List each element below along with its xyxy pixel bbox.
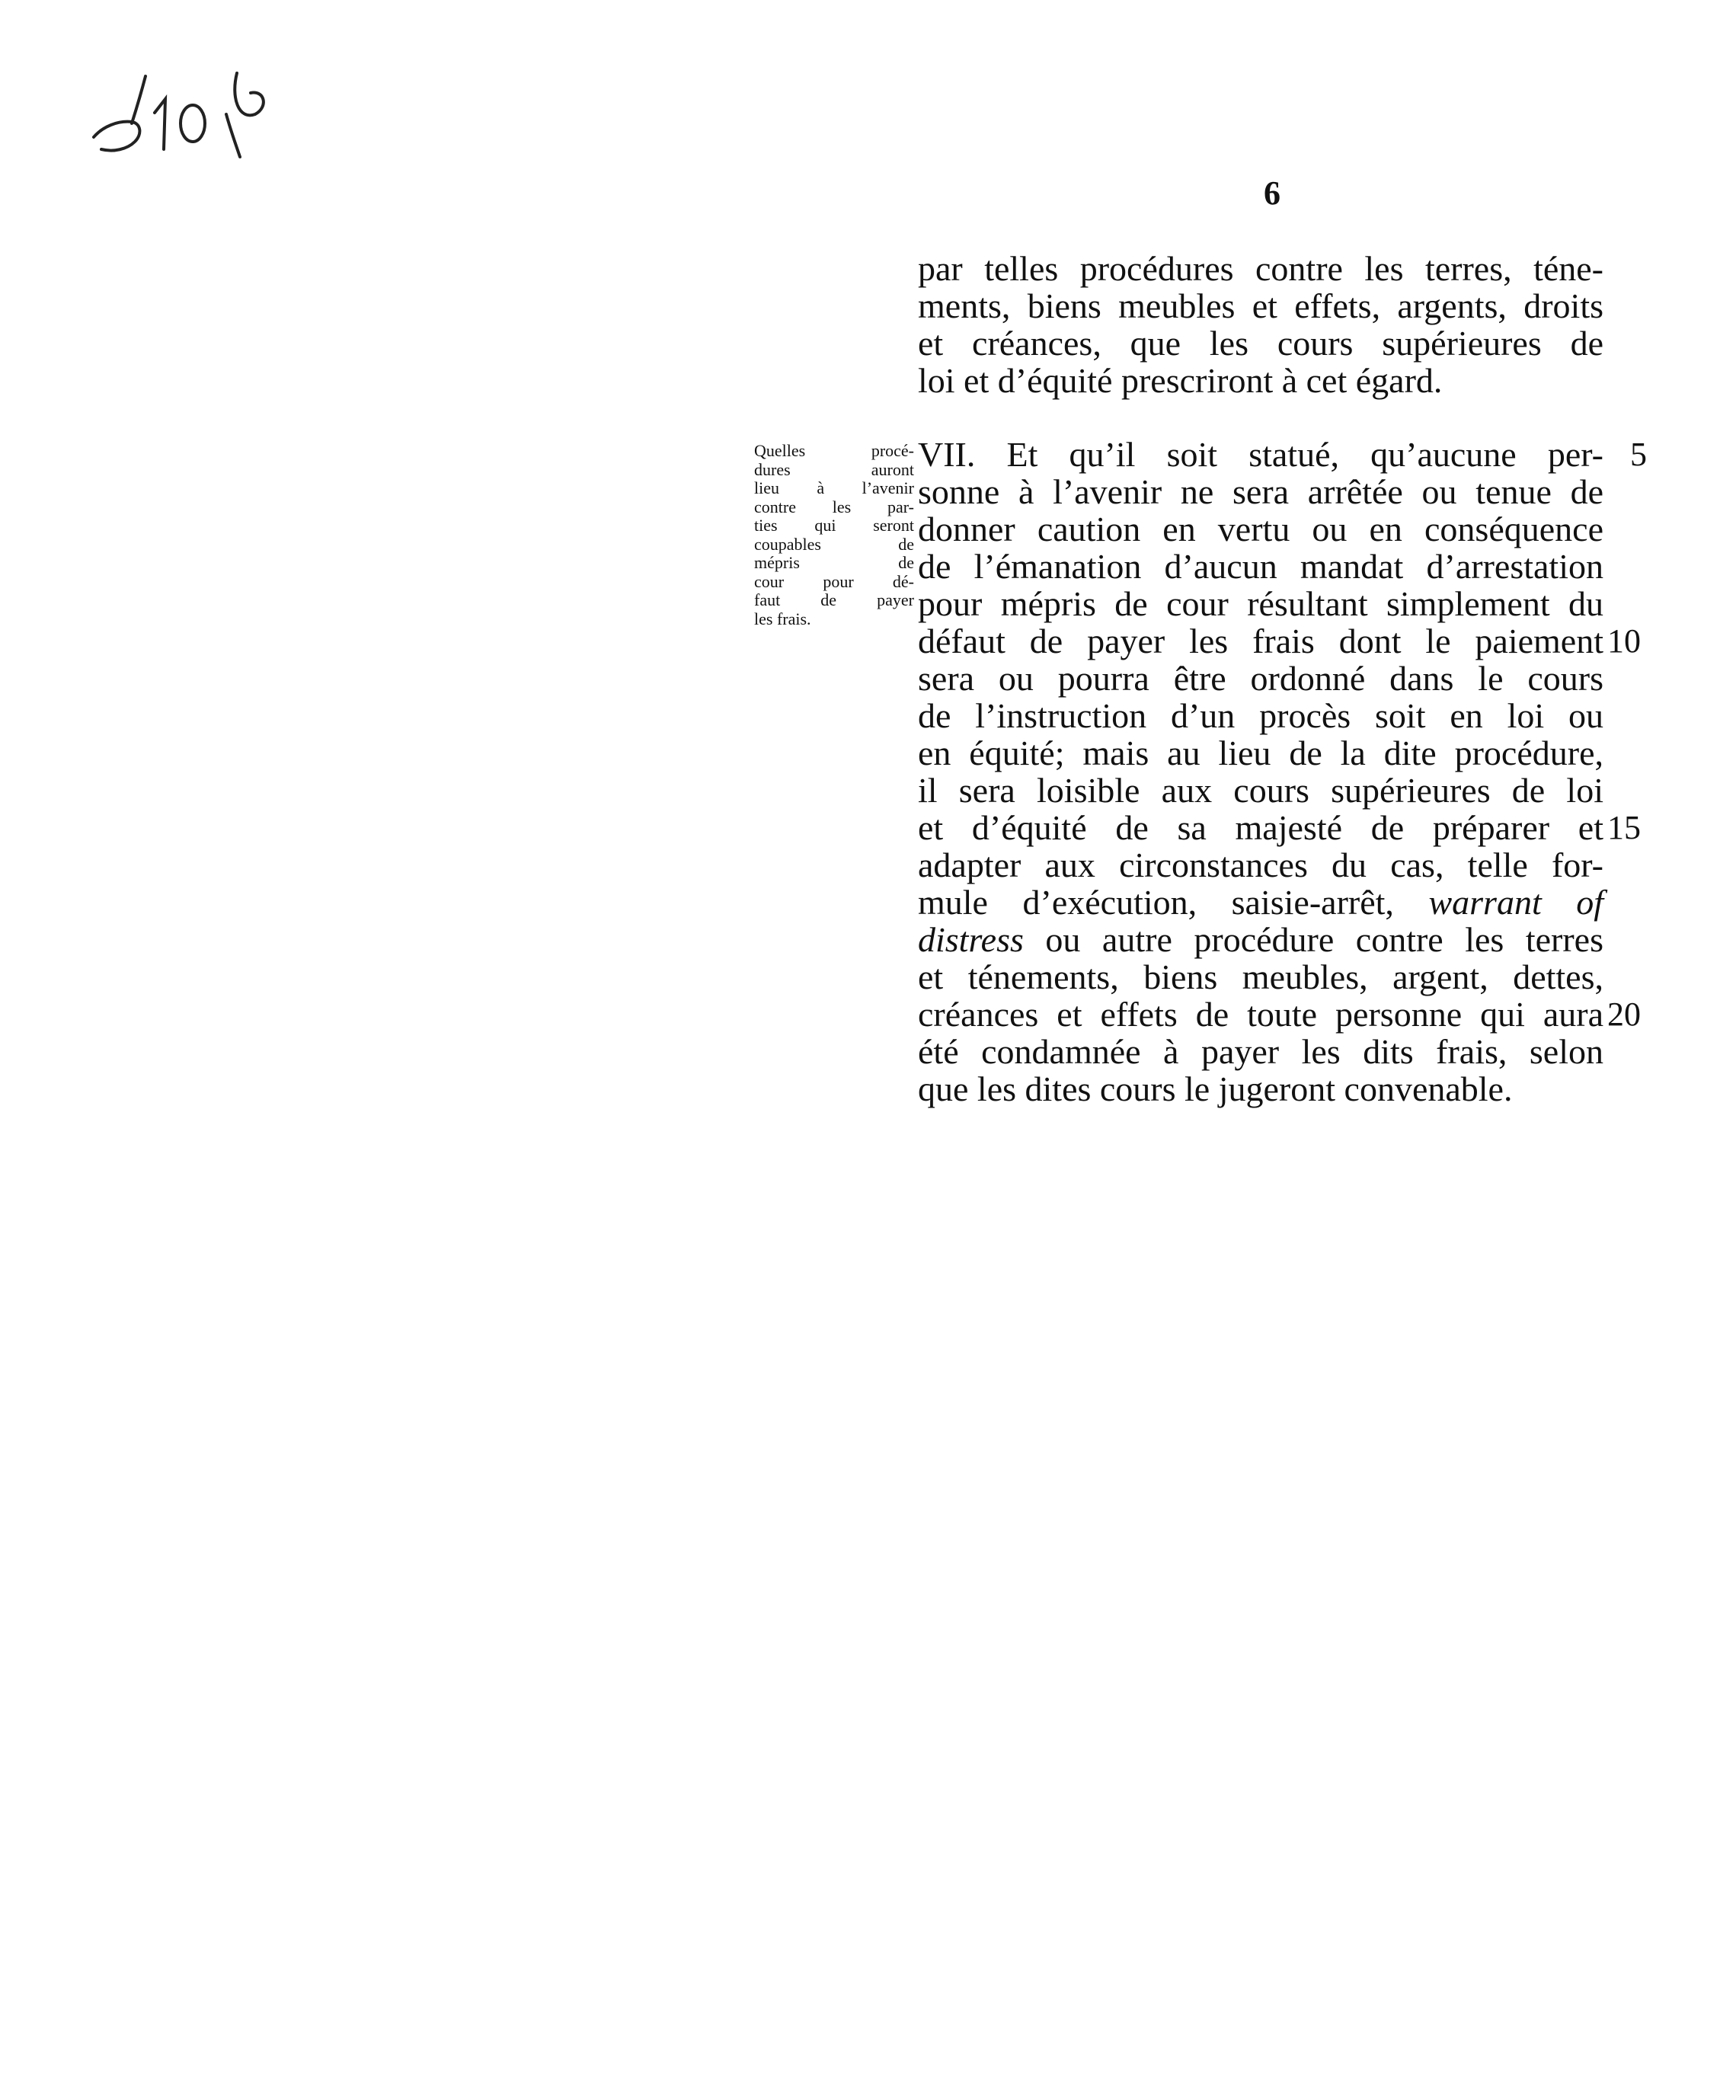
- text-line: de l’instruction d’un procès soit en loi ou: [918, 696, 1603, 735]
- page-number: 6: [1264, 174, 1280, 212]
- text-line: sonne à l’avenir ne sera arrêtée ou tenue de: [918, 472, 1603, 511]
- margin-note-line: mépris de: [754, 553, 914, 572]
- margin-note-line: faut de payer: [754, 590, 914, 609]
- section-vii-paragraph: [918, 436, 1603, 1108]
- italic-phrase: distress: [918, 920, 1024, 959]
- text-line: et ténements, biens meubles, argent, dettes,: [918, 957, 1603, 996]
- text-line: adapter aux circonstances du cas, telle for-: [918, 845, 1603, 884]
- handwritten-annotation-mark: [88, 67, 278, 166]
- line-number: 5: [1630, 436, 1647, 473]
- text-line-with-italic: [918, 884, 1603, 921]
- text-line: donner caution en vertu ou en conséquence: [918, 510, 1603, 548]
- text-line: sera ou pourra être ordonné dans le cours: [918, 659, 1603, 698]
- line-numbers: [1607, 436, 1683, 1121]
- line-number: 10: [1607, 622, 1641, 660]
- text-line: et créances, que les cours supérieures de: [918, 324, 1603, 363]
- text-line: en équité; mais au lieu de la dite procédure,: [918, 734, 1603, 772]
- text-line: créances et effets de toute personne qui aura: [918, 995, 1603, 1034]
- margin-note-line: cour pour dé-: [754, 571, 914, 591]
- text-line: été condamnée à payer les dits frais, selon: [918, 1032, 1603, 1071]
- text-line: de l’émanation d’aucun mandat d’arrestation: [918, 547, 1603, 586]
- line-number: 20: [1607, 996, 1641, 1033]
- text-fragment: ou autre procédure contre les terres: [1045, 920, 1603, 959]
- text-line: loi et d’équité prescriront à cet égard.: [918, 361, 1443, 400]
- text-line-with-italic: [918, 921, 1603, 958]
- text-line: que les dites cours le jugeront convenable.: [918, 1069, 1513, 1108]
- margin-note-line: contre les par-: [754, 497, 914, 516]
- margin-note-line: dures auront: [754, 459, 914, 479]
- text-line: par telles procédures contre les terres, téne-: [918, 249, 1603, 288]
- margin-note: [754, 442, 914, 628]
- text-line: il sera loisible aux cours supérieures de loi: [918, 771, 1603, 810]
- margin-note-line: les frais.: [754, 609, 811, 628]
- italic-phrase: warrant of: [1428, 883, 1604, 922]
- text-line: pour mépris de cour résultant simplement du: [918, 584, 1603, 623]
- text-fragment: mule d’exécution, saisie-arrêt,: [918, 883, 1394, 922]
- text-line: et d’équité de sa majesté de préparer et: [918, 808, 1603, 847]
- margin-note-line: lieu à l’avenir: [754, 478, 914, 497]
- margin-note-line: ties qui seront: [754, 516, 914, 535]
- text-line: défaut de payer les frais dont le paiement: [918, 622, 1603, 660]
- line-number: 15: [1607, 809, 1641, 846]
- margin-note-line: Quelles procé-: [754, 441, 914, 460]
- text-line: VII. Et qu’il soit statué, qu’aucune per-: [918, 435, 1603, 474]
- continuation-paragraph: [918, 250, 1603, 399]
- text-line: ments, biens meubles et effets, argents, droits: [918, 286, 1603, 325]
- margin-note-line: coupables de: [754, 534, 914, 554]
